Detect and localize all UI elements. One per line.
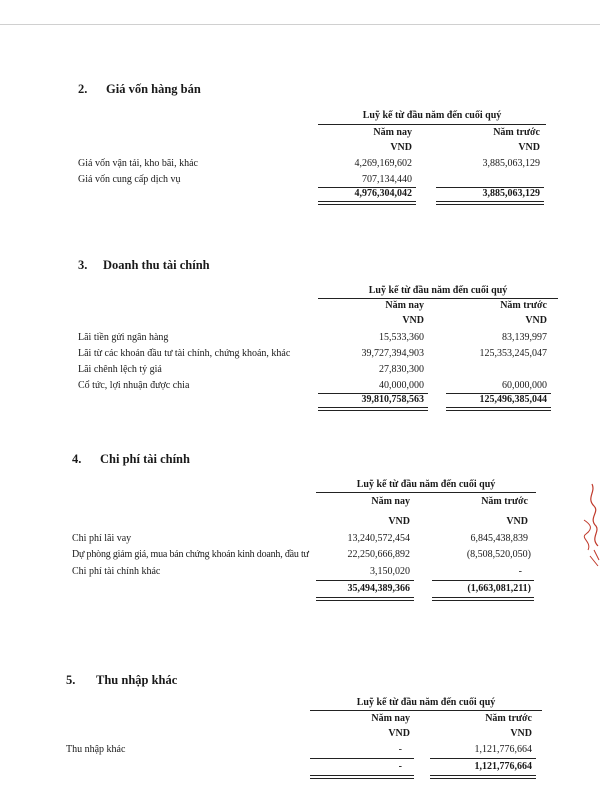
row-previous: 3,885,063,129 <box>482 158 540 169</box>
total-double-underline <box>310 775 414 779</box>
section-title: 2. Giá vốn hàng bán <box>78 82 201 96</box>
row-label: Lãi chênh lệch tỷ giá <box>78 364 162 375</box>
header-underline <box>318 124 546 125</box>
col-previous-header: Năm trước <box>500 300 547 311</box>
unit-current: VND <box>390 142 412 153</box>
unit-previous: VND <box>510 728 532 739</box>
row-label: Giá vốn cung cấp dịch vụ <box>78 174 181 185</box>
section-title: 5. Thu nhập khác <box>66 673 178 687</box>
signature-mark <box>572 480 600 570</box>
col-current-header: Năm nay <box>371 496 410 507</box>
subtotal-line <box>310 758 414 759</box>
row-label: Chi phí lãi vay <box>72 533 132 544</box>
row-previous: 125,353,245,047 <box>479 348 547 359</box>
total-double-underline <box>446 407 551 411</box>
row-current: 707,134,440 <box>362 174 412 185</box>
row-label: Lãi từ các khoản đầu tư tài chính, chứng khoán, khác <box>78 348 291 359</box>
unit-previous: VND <box>518 142 540 153</box>
unit-current: VND <box>388 728 410 739</box>
total-double-underline <box>318 201 416 205</box>
header-underline <box>310 710 542 711</box>
total-previous: 125,496,385,044 <box>479 394 547 405</box>
unit-current: VND <box>402 315 424 326</box>
col-previous-header: Năm trước <box>493 127 540 138</box>
row-current: 39,727,394,903 <box>361 348 424 359</box>
total-double-underline <box>318 407 428 411</box>
subtotal-line <box>430 758 536 759</box>
section-title: 4. Chi phí tài chính <box>72 452 190 466</box>
header-underline <box>318 298 558 299</box>
total-current: 4,976,304,042 <box>354 188 412 199</box>
subtotal-line <box>432 580 534 581</box>
unit-current: VND <box>388 516 410 527</box>
row-previous: 6,845,438,839 <box>470 533 528 544</box>
col-previous-header: Năm trước <box>485 713 532 724</box>
row-previous: 83,139,997 <box>502 332 547 343</box>
total-previous: 3,885,063,129 <box>482 188 540 199</box>
row-previous: - <box>518 566 522 577</box>
row-label: Lãi tiền gửi ngân hàng <box>78 332 169 343</box>
row-label: Cổ tức, lợi nhuận được chia <box>78 380 190 391</box>
total-previous: 1,121,776,664 <box>474 761 532 772</box>
total-double-underline <box>316 597 414 601</box>
header-underline <box>316 492 536 493</box>
total-double-underline <box>430 775 536 779</box>
unit-previous: VND <box>506 516 528 527</box>
row-label: Dự phòng giảm giá, mua bán chứng khoán kinh doanh, đầu tư <box>72 549 309 560</box>
section-title: 3. Doanh thu tài chính <box>78 258 210 272</box>
col-previous-header: Năm trước <box>481 496 528 507</box>
row-label: Chi phí tài chính khác <box>72 566 161 577</box>
row-current: 15,533,360 <box>379 332 424 343</box>
total-double-underline <box>436 201 544 205</box>
row-previous: (8,508,520,050) <box>466 549 531 560</box>
row-current: 3,150,020 <box>370 566 410 577</box>
col-current-header: Năm nay <box>373 127 412 138</box>
period-header: Luỹ kế từ đầu năm đến cuối quý <box>368 285 508 296</box>
row-current: 27,830,300 <box>379 364 424 375</box>
period-header: Luỹ kế từ đầu năm đến cuối quý <box>356 697 496 708</box>
row-label: Thu nhập khác <box>66 744 126 755</box>
unit-previous: VND <box>525 315 547 326</box>
row-label: Giá vốn vận tải, kho bãi, khác <box>78 158 198 169</box>
period-header: Luỹ kế từ đầu năm đến cuối quý <box>362 110 502 121</box>
total-double-underline <box>432 597 534 601</box>
col-current-header: Năm nay <box>371 713 410 724</box>
row-previous: 1,121,776,664 <box>474 744 532 755</box>
row-current: 40,000,000 <box>379 380 424 391</box>
total-current: - <box>398 761 402 772</box>
period-header: Luỹ kế từ đầu năm đến cuối quý <box>356 479 496 490</box>
subtotal-line <box>316 580 414 581</box>
row-current: 13,240,572,454 <box>347 533 410 544</box>
page-top-border <box>0 24 600 25</box>
col-current-header: Năm nay <box>385 300 424 311</box>
row-previous: 60,000,000 <box>502 380 547 391</box>
total-previous: (1,663,081,211) <box>467 583 531 594</box>
row-current: 22,250,666,892 <box>347 549 410 560</box>
total-current: 35,494,389,366 <box>347 583 410 594</box>
row-current: - <box>398 744 402 755</box>
row-current: 4,269,169,602 <box>354 158 412 169</box>
total-current: 39,810,758,563 <box>361 394 424 405</box>
